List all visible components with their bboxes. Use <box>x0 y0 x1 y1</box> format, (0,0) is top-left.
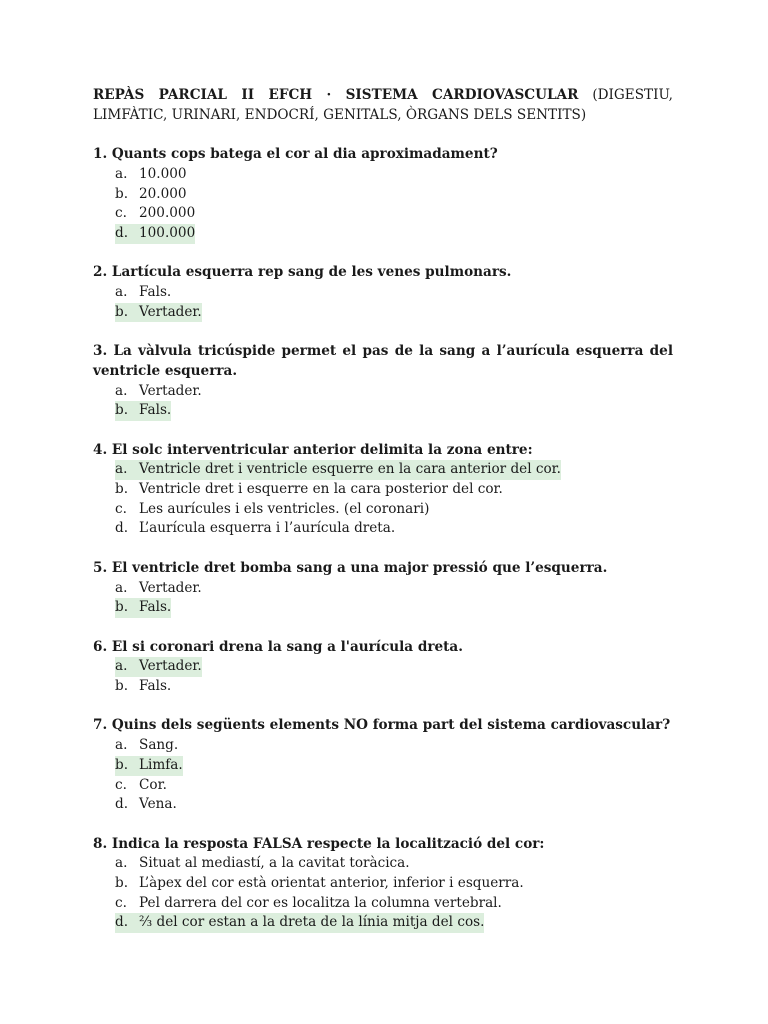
answer-option <box>115 480 503 500</box>
option-text: Ventricle dret i esquerre en la cara posterior del cor. <box>139 481 503 497</box>
document-page <box>93 86 673 953</box>
answer-option <box>115 185 187 205</box>
option-item <box>93 224 673 244</box>
answer-option <box>115 283 171 303</box>
option-text: 20.000 <box>139 185 187 202</box>
question-1 <box>93 145 673 244</box>
option-letter: d. <box>115 520 129 537</box>
answer-option <box>115 204 195 224</box>
option-text: ⅔ del cor estan a la dreta de la línia mitja del cos. <box>139 914 485 931</box>
option-letter: c. <box>115 894 127 911</box>
option-list <box>93 283 673 322</box>
option-list <box>93 165 673 244</box>
option-item <box>93 874 673 894</box>
option-letter: b. <box>115 678 129 694</box>
option-item <box>93 204 673 224</box>
option-letter: b. <box>115 402 129 419</box>
answer-option <box>115 382 202 402</box>
correct-answer-highlight <box>115 913 484 933</box>
correct-answer-highlight <box>115 303 202 323</box>
option-item <box>93 165 673 185</box>
option-item <box>93 519 673 539</box>
correct-answer-highlight <box>115 657 202 677</box>
answer-option <box>115 776 167 796</box>
option-letter: b. <box>115 185 129 202</box>
question-text: 6. El si coronari drena la sang a l'aurícula dreta. <box>93 638 463 655</box>
correct-answer-highlight <box>115 224 195 244</box>
option-letter: c. <box>115 205 127 222</box>
option-text: Les aurícules i els ventricles. (el coronari) <box>139 500 430 517</box>
question-list <box>93 145 673 933</box>
answer-option <box>115 894 502 914</box>
question-6 <box>93 638 673 697</box>
answer-option <box>115 874 524 894</box>
option-item <box>93 776 673 796</box>
option-item <box>93 500 673 520</box>
answer-option <box>115 736 178 756</box>
option-item <box>93 401 673 421</box>
answer-option <box>115 854 410 874</box>
title-subtitle: (DIGESTIU, LIMFÀTIC, URINARI, ENDOCRÍ, GENITALS, ÒRGANS DELS SENTITS) <box>93 87 673 123</box>
option-text: Pel darrera del cor es localitza la columna vertebral. <box>139 894 502 911</box>
question-text: 4. El solc interventricular anterior delimita la zona entre: <box>93 441 533 458</box>
question-8 <box>93 835 673 934</box>
option-letter: b. <box>115 756 129 773</box>
question-3 <box>93 342 673 421</box>
option-list <box>93 382 673 421</box>
option-text: 10.000 <box>139 165 187 182</box>
correct-answer-highlight <box>115 401 171 421</box>
question-4 <box>93 441 673 540</box>
option-text: Ventricle dret i ventricle esquerre en la cara anterior del cor. <box>139 461 561 478</box>
option-text: 100.000 <box>139 224 196 241</box>
option-text: Fals. <box>139 284 172 300</box>
question-5 <box>93 559 673 618</box>
option-text: Limfa. <box>139 756 183 773</box>
option-item <box>93 185 673 205</box>
option-letter: d. <box>115 914 129 931</box>
option-item <box>93 382 673 402</box>
option-letter: a. <box>115 165 128 182</box>
option-letter: b. <box>115 875 129 891</box>
option-letter: a. <box>115 737 128 754</box>
option-letter: a. <box>115 855 128 872</box>
option-item <box>93 913 673 933</box>
question-text: 3. La vàlvula tricúspide permet el pas de la sang a l’aurícula esquerra del ventricle esquerra. <box>93 343 673 379</box>
option-list <box>93 736 673 815</box>
option-text: Fals. <box>139 678 172 694</box>
option-text: Cor. <box>139 776 167 793</box>
option-item <box>93 480 673 500</box>
option-list <box>93 657 673 696</box>
answer-option <box>115 500 429 520</box>
option-list <box>93 854 673 933</box>
option-item <box>93 460 673 480</box>
option-item <box>93 756 673 776</box>
option-letter: a. <box>115 579 128 596</box>
option-item <box>93 894 673 914</box>
option-text: L’àpex del cor està orientat anterior, inferior i esquerra. <box>139 875 524 891</box>
correct-answer-highlight <box>115 460 561 480</box>
option-item <box>93 579 673 599</box>
question-text: 5. El ventricle dret bomba sang a una major pressió que l’esquerra. <box>93 559 608 576</box>
option-list <box>93 579 673 618</box>
option-letter: a. <box>115 461 128 478</box>
option-letter: d. <box>115 224 129 241</box>
option-text: Vertader. <box>139 579 202 596</box>
option-letter: a. <box>115 658 128 675</box>
title-bold: REPÀS PARCIAL II EFCH · SISTEMA CARDIOVASCULAR <box>93 87 579 103</box>
option-letter: a. <box>115 382 128 399</box>
option-letter: c. <box>115 500 127 517</box>
option-text: Vertader. <box>139 303 202 320</box>
question-text: 2. Lartícula esquerra rep sang de les venes pulmonars. <box>93 264 512 281</box>
option-text: 200.000 <box>139 205 196 222</box>
option-letter: b. <box>115 481 129 497</box>
option-text: Vertader. <box>139 658 202 675</box>
answer-option <box>115 795 177 815</box>
option-letter: b. <box>115 303 129 320</box>
option-item <box>93 598 673 618</box>
correct-answer-highlight <box>115 598 171 618</box>
option-text: L’aurícula esquerra i l’aurícula dreta. <box>139 520 396 537</box>
question-text: 1. Quants cops batega el cor al dia aproximadament? <box>93 146 498 163</box>
option-item <box>93 283 673 303</box>
answer-option <box>115 677 171 697</box>
option-text: Situat al mediastí, a la cavitat toràcica. <box>139 855 410 872</box>
correct-answer-highlight <box>115 756 183 776</box>
question-2 <box>93 263 673 322</box>
option-item <box>93 677 673 697</box>
question-7 <box>93 716 673 815</box>
question-text: 8. Indica la resposta FALSA respecte la localització del cor: <box>93 835 545 852</box>
option-item <box>93 657 673 677</box>
option-text: Fals. <box>139 599 172 616</box>
option-letter: c. <box>115 776 127 793</box>
answer-option <box>115 579 202 599</box>
option-text: Sang. <box>139 737 179 754</box>
option-text: Fals. <box>139 402 172 419</box>
option-text: Vertader. <box>139 382 202 399</box>
answer-option <box>115 165 187 185</box>
option-item <box>93 795 673 815</box>
option-letter: d. <box>115 796 129 813</box>
answer-option <box>115 519 395 539</box>
option-letter: a. <box>115 284 128 300</box>
option-letter: b. <box>115 599 129 616</box>
option-item <box>93 854 673 874</box>
option-item <box>93 736 673 756</box>
option-item <box>93 303 673 323</box>
question-text: 7. Quins dels següents elements NO forma part del sistema cardiovascular? <box>93 717 671 734</box>
option-list <box>93 460 673 539</box>
document-title <box>93 86 673 125</box>
option-text: Vena. <box>139 796 177 813</box>
